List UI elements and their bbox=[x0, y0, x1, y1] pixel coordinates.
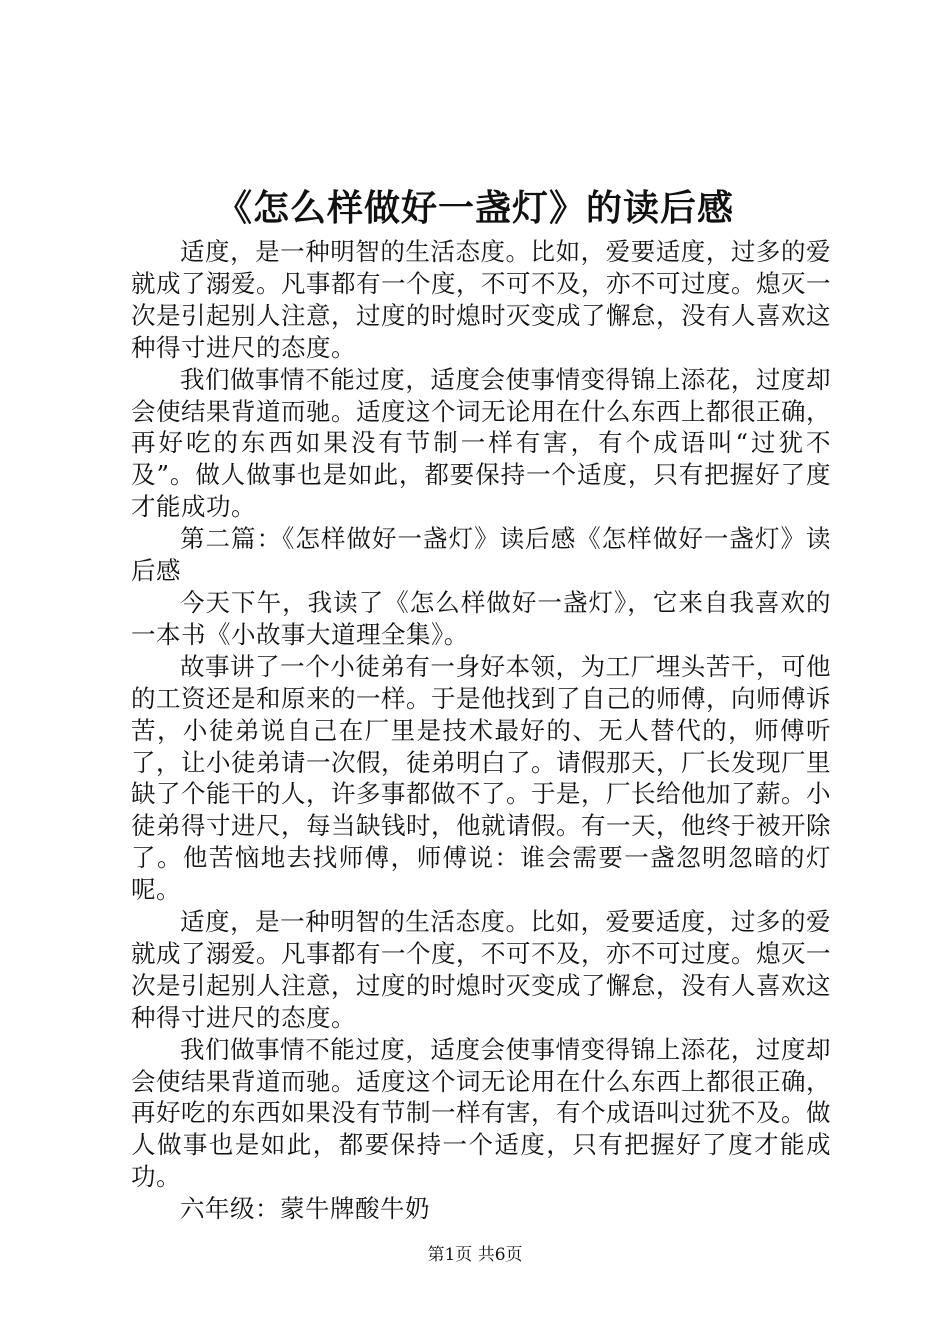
document-body bbox=[131, 236, 831, 1225]
paragraph: 我们做事情不能过度，适度会使事情变得锦上添花，过度却会使结果背道而驰。适度这个词无论用在什么东西上都很正确，再好吃的东西如果没有节制一样有害，有个成语叫过犹不及。做人做事也是如此，都要保持一个适度，只有把握好了度才能成功。 bbox=[131, 1034, 831, 1192]
paragraph: 适度，是一种明智的生活态度。比如，爱要适度，过多的爱就成了溺爱。凡事都有一个度，不可不及，亦不可过度。熄灭一次是引起别人注意，过度的时熄时灭变成了懈怠，没有人喜欢这种得寸进尺的态度。 bbox=[131, 237, 831, 362]
paragraph: 今天下午，我读了《怎么样做好一盏灯》，它来自我喜欢的一本书《小故事大道理全集》。 bbox=[131, 587, 831, 649]
page-number: 第1页 共6页 bbox=[427, 1245, 523, 1265]
paragraph: 故事讲了一个小徒弟有一身好本领，为工厂埋头苦干，可他的工资还是和原来的一样。于是他找到了自己的师傅，向师傅诉苦，小徒弟说自己在厂里是技术最好的、无人替代的，师傅听了，让小徒弟请一次假，徒弟明白了。请假那天，厂长发现厂里缺了个能干的人，许多事都做不了。于是，厂长给他加了薪。小徒弟得寸进尺，每当缺钱时，他就请假。有一天，他终于被开除了。他苦恼地去找师傅，师傅说：谁会需要一盏忽明忽暗的灯呢。 bbox=[131, 651, 831, 905]
document-title: 《怎么样做好一盏灯》的读后感 bbox=[215, 187, 734, 229]
author-line: 六年级：蒙牛牌酸牛奶 bbox=[180, 1194, 430, 1224]
paragraph: 适度，是一种明智的生活态度。比如，爱要适度，过多的爱就成了溺爱。凡事都有一个度，不可不及，亦不可过度。熄灭一次是引起别人注意，过度的时熄时灭变成了懈怠，没有人喜欢这种得寸进尺的态度。 bbox=[131, 907, 831, 1032]
paragraph: 我们做事情不能过度，适度会使事情变得锦上添花，过度却会使结果背道而驰。适度这个词无论用在什么东西上都很正确，再好吃的东西如果没有节制一样有害，有个成语叫“过犹不及”。做人做事也是如此，都要保持一个适度，只有把握好了度才能成功。 bbox=[131, 364, 831, 522]
section-heading: 第二篇：《怎样做好一盏灯》读后感《怎样做好一盏灯》读后感 bbox=[131, 524, 831, 586]
